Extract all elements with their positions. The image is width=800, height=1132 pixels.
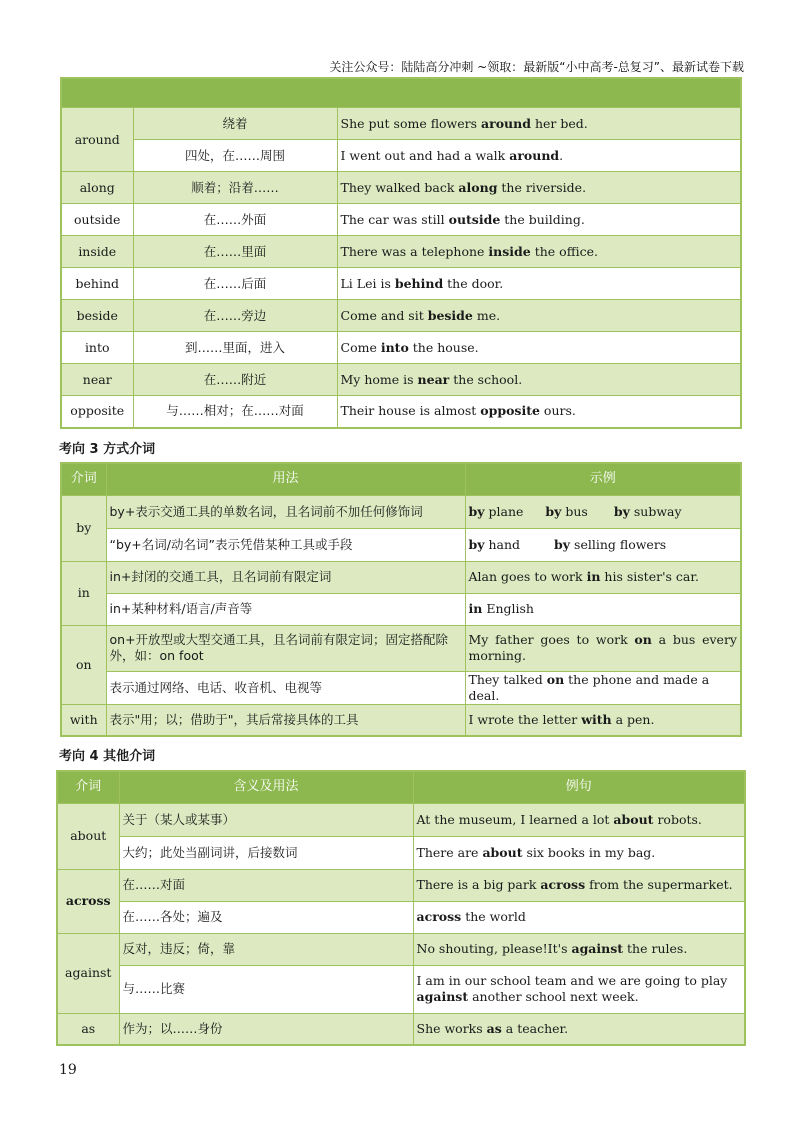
example-cell: Li Lei is behind the door. [337,268,741,300]
preposition-cell: as [57,1013,119,1045]
table-header-row [61,463,741,495]
table-row [61,396,741,428]
example-cell: She put some flowers around her bed. [337,108,741,140]
meaning-cell: 到……里面，进入 [133,332,337,364]
example-cell: No shouting, please!It's against the rules. [413,933,745,965]
table-row [61,593,741,625]
example-cell: They talked on the phone and made a deal. [465,671,741,704]
example-cell: They walked back along the riverside. [337,172,741,204]
usage-cell: 表示"用；以；借助于"，其后常接具体的工具 [106,704,465,736]
usage-cell: in+封闭的交通工具，且名词前有限定词 [106,561,465,593]
table-row [61,561,741,593]
table-row [57,836,745,869]
meaning-cell: 绕着 [133,108,337,140]
table-header-row [57,771,745,803]
place-prepositions-table [60,77,742,429]
meaning-cell: 在……里面 [133,236,337,268]
meaning-cell: 顺着；沿着…… [133,172,337,204]
column-header: 示例 [465,463,741,495]
example-cell: There was a telephone inside the office. [337,236,741,268]
usage-cell: 在……各处；遍及 [119,901,413,933]
preposition-cell: inside [61,236,133,268]
example-cell: across the world [413,901,745,933]
preposition-cell: beside [61,300,133,332]
preposition-cell: across [57,869,119,933]
meaning-cell: 四处，在……周围 [133,140,337,172]
section-3-title: 考向 3 方式介词 [59,442,156,457]
usage-cell: in+某种材料/语言/声音等 [106,593,465,625]
example-cell: My home is near the school. [337,364,741,396]
preposition-cell: near [61,364,133,396]
column-header: 介词 [61,463,106,495]
table-row [61,671,741,704]
preposition-cell: around [61,108,133,172]
table-row [61,528,741,561]
column-header: 介词 [57,771,119,803]
example-cell: I went out and had a walk around. [337,140,741,172]
table-row [61,236,741,268]
table-row [61,495,741,528]
table-row [61,108,741,140]
example-cell: I am in our school team and we are going to play against another school next week. [413,965,745,1013]
example-cell: Come and sit beside me. [337,300,741,332]
table-top-bar [61,78,741,108]
usage-cell: 反对，违反；倚，靠 [119,933,413,965]
column-header: 例句 [413,771,745,803]
column-header: 用法 [106,463,465,495]
example-cell: There are about six books in my bag. [413,836,745,869]
table-row [61,364,741,396]
example-cell: Come into the house. [337,332,741,364]
example-cell: in English [465,593,741,625]
manner-prepositions-table [60,462,742,737]
table-row [57,869,745,901]
table-row [61,204,741,236]
usage-cell: 大约；此处当副词讲，后接数词 [119,836,413,869]
usage-cell: “by+名词/动名词”表示凭借某种工具或手段 [106,528,465,561]
usage-cell: on+开放型或大型交通工具，且名词前有限定词；固定搭配除外，如：on foot [106,625,465,671]
other-prepositions-table [56,770,746,1046]
example-cell: Alan goes to work in his sister's car. [465,561,741,593]
example-cell: I wrote the letter with a pen. [465,704,741,736]
page-header: 关注公众号：陆陆高分冲刺 ~领取：最新版“小中高考-总复习”、最新试卷下载 [329,60,744,74]
table-row [61,172,741,204]
meaning-cell: 在……旁边 [133,300,337,332]
usage-cell: 作为；以……身份 [119,1013,413,1045]
section-4-title: 考向 4 其他介词 [59,749,156,764]
example-cell: Their house is almost opposite ours. [337,396,741,428]
meaning-cell: 在……附近 [133,364,337,396]
usage-cell: 在……对面 [119,869,413,901]
table-row [57,1013,745,1045]
table-row [61,268,741,300]
preposition-cell: by [61,495,106,561]
example-cell: by plane by bus by subway [465,495,741,528]
usage-cell: 表示通过网络、电话、收音机、电视等 [106,671,465,704]
preposition-cell: outside [61,204,133,236]
table-row [61,300,741,332]
column-header: 含义及用法 [119,771,413,803]
preposition-cell: into [61,332,133,364]
preposition-cell: opposite [61,396,133,428]
page-number: 19 [59,1062,77,1078]
table-row [57,965,745,1013]
table-row [57,901,745,933]
table-row [61,704,741,736]
example-cell: There is a big park across from the supermarket. [413,869,745,901]
example-cell: The car was still outside the building. [337,204,741,236]
preposition-cell: along [61,172,133,204]
example-cell: My father goes to work on a bus every morning. [465,625,741,671]
example-cell: by hand by selling flowers [465,528,741,561]
table-row [57,803,745,836]
example-cell: She works as a teacher. [413,1013,745,1045]
example-cell: At the museum, I learned a lot about robots. [413,803,745,836]
preposition-cell: with [61,704,106,736]
table-row [61,625,741,671]
preposition-cell: in [61,561,106,625]
preposition-cell: on [61,625,106,704]
preposition-cell: against [57,933,119,1013]
table-row [61,332,741,364]
usage-cell: 关于（某人或某事） [119,803,413,836]
usage-cell: 与……比赛 [119,965,413,1013]
table-row [57,933,745,965]
usage-cell: by+表示交通工具的单数名词，且名词前不加任何修饰词 [106,495,465,528]
preposition-cell: about [57,803,119,869]
meaning-cell: 与……相对；在……对面 [133,396,337,428]
table-row [61,140,741,172]
meaning-cell: 在……外面 [133,204,337,236]
preposition-cell: behind [61,268,133,300]
meaning-cell: 在……后面 [133,268,337,300]
